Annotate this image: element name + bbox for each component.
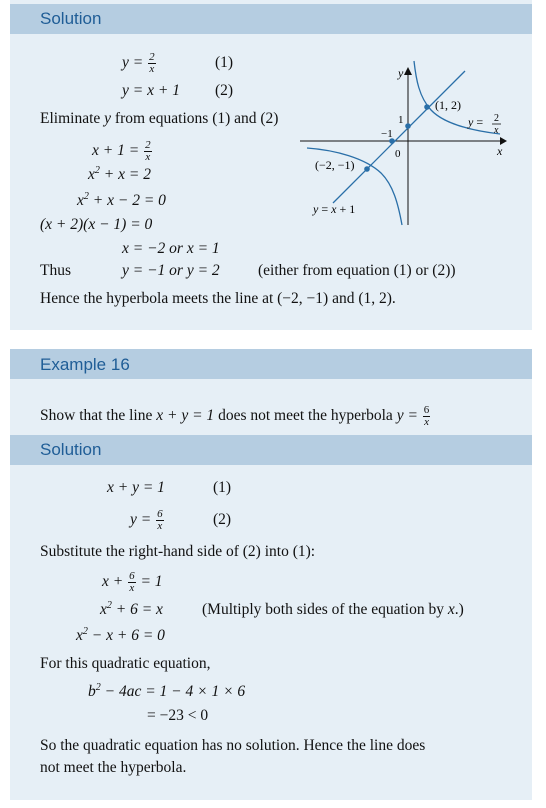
hyperbola-label-numerator: 2 — [494, 113, 499, 124]
y-axis-arrow — [404, 67, 412, 75]
eliminate-text: Eliminate y from equations (1) and (2) — [40, 110, 279, 127]
point-b-label: (−2, −1) — [315, 158, 355, 172]
point-a-label: (1, 2) — [435, 98, 461, 112]
line-y-equals-x-plus-1 — [333, 71, 465, 203]
equation-1-label: (1) — [215, 54, 234, 71]
sub-step-2: $x^2 + 6 = x$ — [100, 599, 163, 618]
solution-header-2 — [10, 435, 532, 465]
sol2-equation-2: y = $\frac{6}{x}$ — [130, 508, 163, 532]
equation-2: y = x + 1 — [122, 82, 180, 99]
y-intercept-point — [405, 123, 411, 129]
discriminant-line-2: = −23 < 0 — [147, 707, 209, 724]
solution-header-1 — [10, 4, 532, 34]
equation-2-label: (2) — [215, 82, 234, 99]
hyperbola-label: y = — [468, 115, 484, 129]
solution-box-1 — [10, 0, 532, 330]
step-4: (x + 2)(x − 1) = 0 — [40, 216, 153, 233]
equation-1: y = $\frac{2}{x}$ — [122, 51, 155, 75]
y-axis-label: y — [398, 66, 404, 80]
graph — [295, 55, 515, 235]
step-3: $x^2 + x - 2 = 0$ — [77, 190, 166, 209]
solution-heading-2: Solution — [40, 440, 102, 459]
conclusion-2-line-1: So the quadratic equation has no solution. Hence the line does — [40, 737, 426, 754]
sol2-equation-1: x + y = 1 — [107, 479, 165, 496]
solution-heading-1: Solution — [40, 9, 102, 28]
origin-label: 0 — [395, 148, 401, 160]
sol2-equation-1-label: (1) — [213, 479, 232, 496]
x-axis-label: x — [497, 144, 503, 158]
line-label: y = x + 1 — [313, 202, 356, 216]
step-6-note: (either from equation (1) or (2)) — [258, 262, 456, 279]
example-statement: Show that the line x + y = 1 does not meet the hyperbola y = $\frac{6}{x}$ — [40, 404, 430, 428]
step-6: y = −1 or y = 2 — [122, 262, 220, 279]
sub-step-2-note: (Multiply both sides of the equation by x.) — [202, 601, 464, 618]
quadratic-text: For this quadratic equation, — [40, 655, 211, 672]
step-2: $x^2 + x = 2$ — [88, 164, 151, 183]
substitute-text: Substitute the right-hand side of (2) into (1): — [40, 543, 316, 560]
sol2-equation-2-label: (2) — [213, 511, 232, 528]
hyperbola-label-denominator: x — [494, 125, 499, 136]
intersection-point-a — [424, 104, 430, 110]
example-header-16 — [10, 349, 532, 379]
intersection-point-b — [364, 166, 370, 172]
tick-1-label: 1 — [398, 114, 404, 126]
example-box-16 — [10, 349, 532, 800]
tick-minus-1-label: −1 — [381, 128, 393, 140]
step-1: x + 1 = $\frac{2}{x}$ — [92, 139, 151, 163]
sub-step-3: $x^2 - x + 6 = 0$ — [76, 625, 165, 644]
step-5: x = −2 or x = 1 — [122, 240, 220, 257]
thus-label: Thus — [40, 262, 71, 279]
discriminant-line-1: $b^2 - 4ac = 1 - 4 \times 1 \times 6$ — [88, 681, 246, 700]
example-heading-16: Example 16 — [40, 355, 130, 374]
conclusion-2-line-2: not meet the hyperbola. — [40, 759, 187, 776]
sub-step-1: x + $\frac{6}{x}$ = 1 — [102, 570, 163, 594]
conclusion-1: Hence the hyperbola meets the line at (−2, −1) and (1, 2). — [40, 290, 396, 307]
